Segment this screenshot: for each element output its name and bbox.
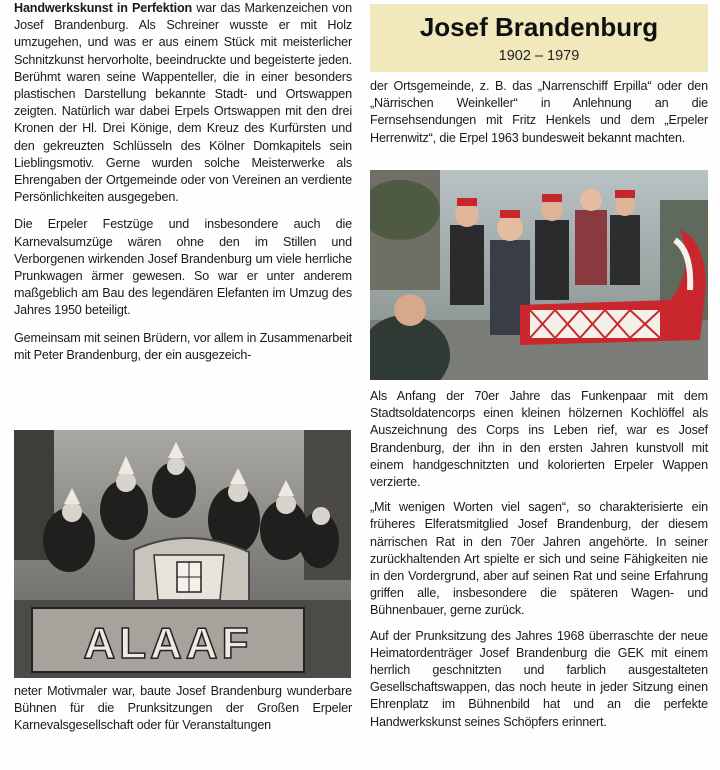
title-box <box>370 4 708 72</box>
right-continuation-paragraph: der Ortsgemeinde, z. B. das „Narrenschiff Erpilla“ oder den „Närrischen Weinkeller“ in Anlehnung an die Fernsehsendungen mit Fritz Henkels und dem „Erpeler Herrenwitz“, die Erpel 1963 bundesweit bekannt machten. <box>370 79 708 145</box>
right-bottom-text <box>370 388 708 739</box>
paragraph-zitat: „Mit wenigen Worten viel sagen“, so charakterisierte ein früheres Elferatsmitglied Josef Brandenburg, der diesem närrischen Rat in den 70er Jahren angehörte. In seiner zurückhaltenden Art spielte er sich und seine Fähigkeiten nie in den Vordergrund, aber auf seinen Rat und seine Erfahrung griffen alle, insbesondere die späteren Wagen- und Bühnenbauer, gerne zurück. <box>370 500 708 618</box>
left-column <box>14 0 352 374</box>
paragraph-brueder: Gemeinsam mit seinen Brüdern, vor allem in Zusammenarbeit mit Peter Brandenburg, der ein ausgezeich- <box>14 330 352 362</box>
paragraph-funkenpaar: Als Anfang der 70er Jahre das Funkenpaar mit dem Stadtsoldatencorps einen kleinen hölzernen Kochlöffel als Auszeichnung des Corps ins Leben rief, war es Josef Brandenburg, der ihn in den ersten Jahren kunstvoll mit einem handgeschnitzten und kolorierten Erpeler Wappen verzierte. <box>370 389 708 490</box>
left-bottom-paragraph: neter Motivmaler war, baute Josef Brandenburg wunderbare Bühnen für die Prunksitzungen der Großen Erpeler Karnevalsgesellschaft oder für Veranstaltungen <box>14 684 352 733</box>
carnival-float-photo-color <box>370 170 708 380</box>
intro-run-in: Handwerkskunst in Perfektion <box>14 1 193 15</box>
alaaf-sign: ALAAF <box>83 619 253 668</box>
page-title: Josef Brandenburg <box>419 12 659 42</box>
carnival-float-photo-bw <box>14 430 351 678</box>
intro-text: war das Markenzeichen von Josef Brandenburg. Als Schreiner wusste er mit Holz umzugehen, und was er aus einem Stück mit meisterlicher Schnitzkunst hervorholte, beeindruckte und begeisterte jeden. Berühmt waren seine Wappenteller, die in einer besonders plastischen Darstellung bekannte Stadt- und Ortswappen zeigten. Natürlich war dabei Erpels Ortswappen mit den drei Kronen der Hl. Drei Könige, dem Kreuz des Kurfürsten und den gekreuzten Schlüsseln des Kölner Domkapitels sein Lieblingsmotiv. Gerne wurden solche Meisterwerke als Ehrengaben der Ortgemeinde oder von Vereinen an verdiente Persönlichkeiten ausgegeben. <box>14 1 352 205</box>
intro-paragraph <box>14 0 352 206</box>
paragraph-1968: Auf der Prunksitzung des Jahres 1968 überraschte der neue Heimatordenträger Josef Brandenburg die GEK mit einem herrlich geschnitzten und farblich ausgestalteten Gesellschaftswappen, das noch heute in jeder Sitzung einen Ehrenplatz im Bühnenbild hat und an die perfekte Handwerkskunst seines Schöpfers erinnert. <box>370 628 708 729</box>
life-dates: 1902 – 1979 <box>498 48 580 64</box>
paragraph-festzuege: Die Erpeler Festzüge und insbesondere auch die Karnevalsumzüge wären ohne den im Stillen und Verborgenen wirkenden Josef Brandenburg um viele herrliche Prunkwagen ärmer gewesen. So war er unter anderem maßgeblich am Bau des legendären Elefanten im Umzug des Jahres 1950 beteiligt. <box>14 217 352 318</box>
